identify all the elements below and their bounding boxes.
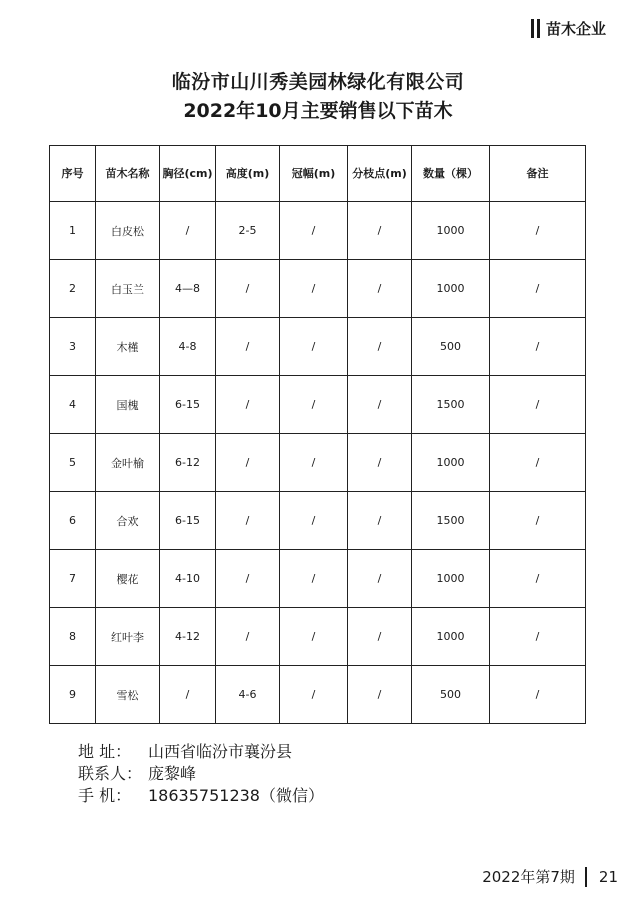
cell-name: 国槐 [96, 376, 160, 434]
cell-branch: / [348, 608, 412, 666]
page-footer [482, 866, 618, 887]
sales-subtitle: 2022年10月主要销售以下苗木 [183, 100, 453, 122]
cell-remarks: / [490, 376, 586, 434]
cell-crown: / [280, 550, 348, 608]
cell-quantity: 1000 [412, 608, 490, 666]
cell-branch: / [348, 550, 412, 608]
cell-quantity: 1000 [412, 550, 490, 608]
col-header-name: 苗木名称 [96, 146, 160, 202]
cell-height: / [216, 550, 280, 608]
cell-height: / [216, 434, 280, 492]
cell-branch: / [348, 492, 412, 550]
cell-diameter: 6-15 [160, 376, 216, 434]
section-bars [531, 19, 540, 38]
cell-remarks: / [490, 666, 586, 724]
table-row [50, 492, 586, 550]
cell-crown: / [280, 260, 348, 318]
footer-divider [585, 867, 587, 887]
table-row [50, 260, 586, 318]
issue-label: 2022年第7期 [482, 868, 575, 886]
address-label: 地 址： [78, 742, 132, 761]
cell-index: 2 [50, 260, 96, 318]
cell-quantity: 1500 [412, 376, 490, 434]
cell-diameter: 4—8 [160, 260, 216, 318]
table-row [50, 202, 586, 260]
cell-diameter: 6-12 [160, 434, 216, 492]
cell-remarks: / [490, 202, 586, 260]
cell-remarks: / [490, 492, 586, 550]
cell-index: 1 [50, 202, 96, 260]
person-label: 联系人： [78, 764, 143, 783]
table-row [50, 608, 586, 666]
seedling-table [49, 145, 586, 724]
page-number: 21 [598, 867, 618, 886]
col-header-height: 高度(m) [216, 146, 280, 202]
table-body [50, 202, 586, 724]
table-row [50, 666, 586, 724]
cell-height: / [216, 492, 280, 550]
section-title: 苗木企业 [545, 20, 606, 38]
cell-name: 红叶李 [96, 608, 160, 666]
cell-diameter: 4-12 [160, 608, 216, 666]
cell-quantity: 1000 [412, 260, 490, 318]
cell-name: 白玉兰 [96, 260, 160, 318]
cell-height: / [216, 608, 280, 666]
col-header-quantity: 数量（棵） [412, 146, 490, 202]
cell-height: 2-5 [216, 202, 280, 260]
cell-quantity: 500 [412, 666, 490, 724]
cell-quantity: 500 [412, 318, 490, 376]
person-value: 庞黎峰 [148, 764, 197, 783]
cell-diameter: / [160, 202, 216, 260]
cell-height: / [216, 376, 280, 434]
address-value: 山西省临汾市襄汾县 [148, 742, 293, 761]
cell-crown: / [280, 376, 348, 434]
cell-height: / [216, 260, 280, 318]
cell-height: / [216, 318, 280, 376]
cell-index: 9 [50, 666, 96, 724]
cell-index: 5 [50, 434, 96, 492]
col-header-diameter: 胸径(cm) [160, 146, 216, 202]
cell-crown: / [280, 608, 348, 666]
table-row [50, 550, 586, 608]
cell-branch: / [348, 434, 412, 492]
section-bar [531, 19, 534, 38]
cell-name: 樱花 [96, 550, 160, 608]
cell-height: 4-6 [216, 666, 280, 724]
cell-name: 金叶榆 [96, 434, 160, 492]
phone-label: 手 机： [78, 786, 132, 805]
cell-branch: / [348, 202, 412, 260]
cell-crown: / [280, 666, 348, 724]
col-header-remarks: 备注 [490, 146, 586, 202]
cell-remarks: / [490, 550, 586, 608]
cell-diameter: / [160, 666, 216, 724]
cell-remarks: / [490, 434, 586, 492]
cell-index: 3 [50, 318, 96, 376]
cell-crown: / [280, 434, 348, 492]
phone-value: 18635751238（微信） [148, 786, 324, 805]
cell-name: 合欢 [96, 492, 160, 550]
cell-diameter: 4-10 [160, 550, 216, 608]
cell-crown: / [280, 318, 348, 376]
cell-branch: / [348, 260, 412, 318]
cell-remarks: / [490, 260, 586, 318]
cell-quantity: 1000 [412, 434, 490, 492]
cell-branch: / [348, 318, 412, 376]
person-row [78, 763, 324, 785]
table-row [50, 318, 586, 376]
col-header-branch: 分枝点(m) [348, 146, 412, 202]
phone-row [78, 785, 324, 807]
company-title: 临汾市山川秀美园林绿化有限公司 [171, 71, 465, 93]
cell-quantity: 1500 [412, 492, 490, 550]
address-row [78, 741, 324, 763]
contact-info [78, 741, 324, 807]
cell-diameter: 6-15 [160, 492, 216, 550]
table-row [50, 434, 586, 492]
cell-index: 8 [50, 608, 96, 666]
cell-name: 白皮松 [96, 202, 160, 260]
cell-diameter: 4-8 [160, 318, 216, 376]
cell-index: 7 [50, 550, 96, 608]
cell-quantity: 1000 [412, 202, 490, 260]
cell-index: 4 [50, 376, 96, 434]
section-header [531, 18, 606, 39]
cell-crown: / [280, 492, 348, 550]
section-bar [537, 19, 540, 38]
col-header-crown: 冠幅(m) [280, 146, 348, 202]
cell-name: 雪松 [96, 666, 160, 724]
cell-name: 木槿 [96, 318, 160, 376]
col-header-index: 序号 [50, 146, 96, 202]
table-header-row [50, 146, 586, 202]
table-row [50, 376, 586, 434]
cell-branch: / [348, 666, 412, 724]
cell-index: 6 [50, 492, 96, 550]
cell-branch: / [348, 376, 412, 434]
cell-remarks: / [490, 608, 586, 666]
cell-remarks: / [490, 318, 586, 376]
cell-crown: / [280, 202, 348, 260]
